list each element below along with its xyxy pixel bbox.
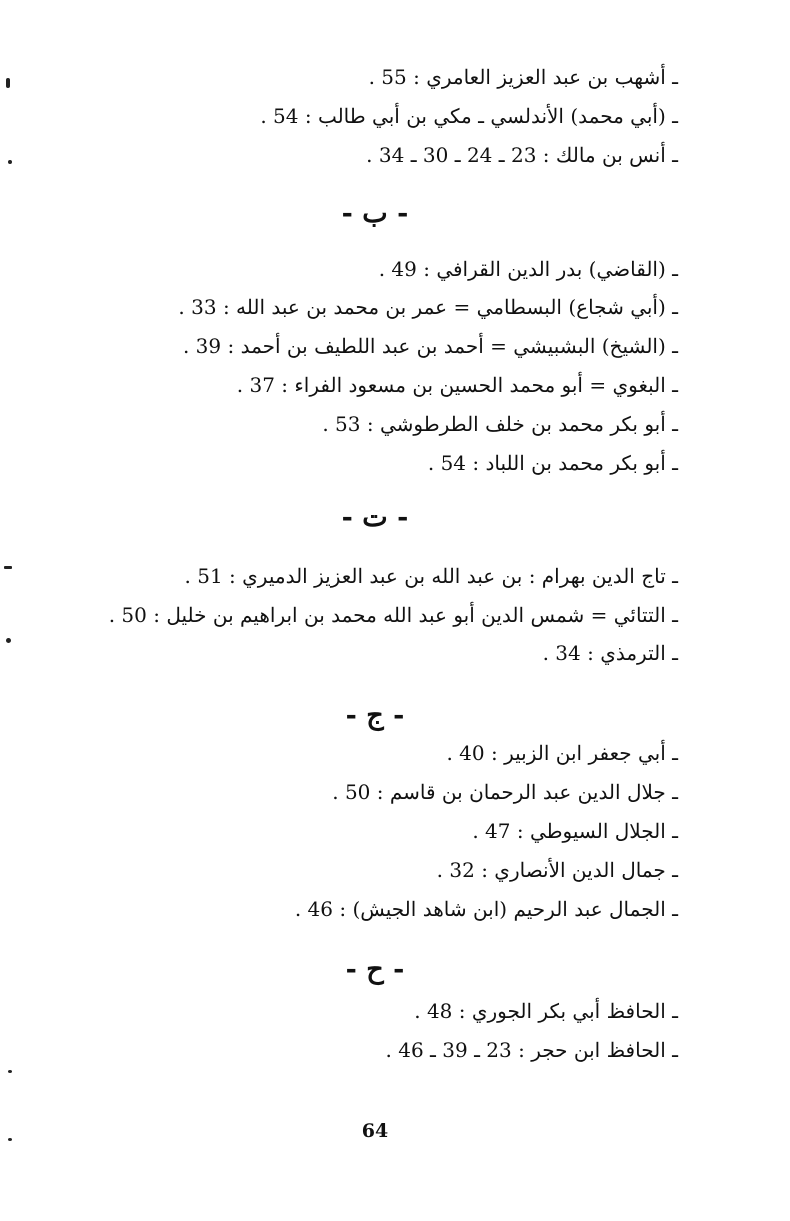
scan-speck bbox=[6, 78, 10, 88]
index-entry: ـ التتائي = شمس الدين أبو عبد الله محمد بن ابراهيم بن خليل : 50 . bbox=[108, 603, 678, 627]
scan-speck bbox=[8, 160, 12, 164]
index-entry: ـ أبي جعفر ابن الزبير : 40 . bbox=[446, 741, 678, 765]
scan-speck bbox=[4, 566, 12, 569]
index-entry: ـ أشهب بن عبد العزيز العامري : 55 . bbox=[368, 65, 678, 89]
section-letter-ta: - ت - bbox=[341, 502, 409, 533]
index-entry: ـ أنس بن مالك : 23 ـ 24 ـ 30 ـ 34 . bbox=[366, 143, 678, 167]
index-entry: ـ (أبي شجاع) البسطامي = عمر بن محمد بن عبد الله : 33 . bbox=[178, 295, 678, 319]
index-entry: ـ أبو بكر محمد بن اللباد : 54 . bbox=[427, 451, 678, 475]
scan-speck bbox=[8, 1138, 12, 1141]
index-entry: ـ الجلال السيوطي : 47 . bbox=[472, 819, 678, 843]
index-entry: ـ (القاضي) بدر الدين القرافي : 49 . bbox=[378, 257, 678, 281]
index-entry: ـ جمال الدين الأنصاري : 32 . bbox=[436, 858, 678, 882]
page-number: 64 bbox=[361, 1120, 389, 1142]
scan-speck bbox=[8, 1070, 12, 1073]
index-entry: ـ الحافظ أبي بكر الجوري : 48 . bbox=[414, 999, 678, 1023]
section-letter-jim: - ج - bbox=[345, 700, 405, 731]
index-entry: ـ الجمال عبد الرحيم (ابن شاهد الجيش) : 46 . bbox=[294, 897, 678, 921]
scan-speck bbox=[6, 638, 11, 643]
section-letter-ba: - ب - bbox=[341, 198, 409, 229]
index-entry: ـ البغوي = أبو محمد الحسين بن مسعود الفراء : 37 . bbox=[236, 373, 678, 397]
index-entry: ـ (أبي محمد) الأندلسي ـ مكي بن أبي طالب : 54 . bbox=[260, 104, 678, 128]
index-entry: ـ الحافظ ابن حجر : 23 ـ 39 ـ 46 . bbox=[385, 1038, 678, 1062]
section-letter-ha: - ح - bbox=[345, 954, 405, 985]
index-entry: ـ الترمذي : 34 . bbox=[542, 641, 678, 665]
index-entry: ـ تاج الدين بهرام : بن عبد الله بن عبد العزيز الدميري : 51 . bbox=[184, 564, 678, 588]
index-entry: ـ جلال الدين عبد الرحمان بن قاسم : 50 . bbox=[332, 780, 678, 804]
index-entry: ـ أبو بكر محمد بن خلف الطرطوشي : 53 . bbox=[322, 412, 678, 436]
index-entry: ـ (الشيخ) البشبيشي = أحمد بن عبد اللطيف بن أحمد : 39 . bbox=[182, 334, 678, 358]
